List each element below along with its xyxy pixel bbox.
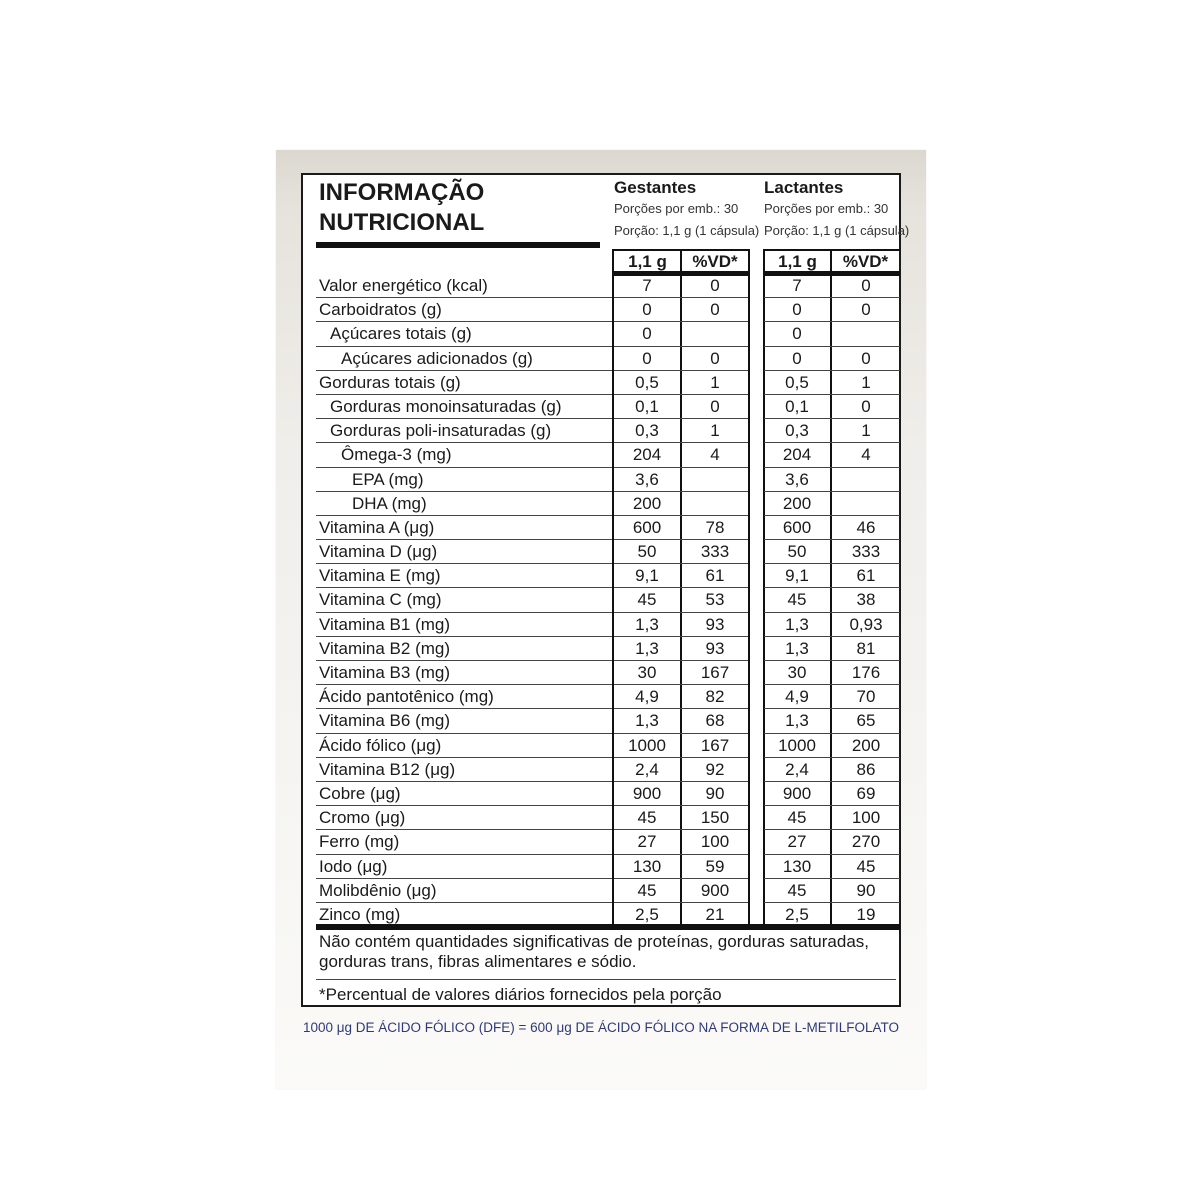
nutrient-row — [316, 298, 900, 322]
lactantes-amount-cell: 2,5 — [785, 904, 809, 924]
nutrient-row — [316, 661, 900, 685]
lactantes-amount-cell: 45 — [787, 880, 807, 900]
gestantes-amount-cell: 0,3 — [635, 421, 659, 441]
gestantes-amount-cell: 1,3 — [635, 711, 659, 731]
gestantes-amount-cell: 45 — [637, 808, 657, 828]
column-header-gestantes — [614, 178, 764, 242]
lactantes-vd-cell: 176 — [851, 663, 881, 682]
gestantes-amount-cell: 0,5 — [635, 372, 659, 392]
serving-size: Porção: 1,1 g (1 cápsula) — [614, 223, 760, 238]
lactantes-vd-cell: 0 — [861, 276, 871, 295]
nutrient-name: Vitamina C (mg) — [319, 590, 442, 610]
nutrient-name: Açúcares totais (g) — [330, 324, 472, 344]
title-divider — [316, 242, 600, 248]
label-title — [319, 178, 609, 238]
portions-per-package: Porções por emb.: 30 — [764, 201, 889, 216]
gestantes-vd-cell — [682, 322, 748, 346]
gestantes-amount-cell: 30 — [637, 663, 657, 682]
lactantes-vd-cell: 1 — [861, 421, 871, 441]
lactantes-vd-cell: 45 — [856, 856, 876, 876]
gestantes-amount-cell: 1,3 — [635, 614, 659, 634]
gestantes-vd-cell: 0 — [710, 300, 720, 320]
gestantes-vd-cell: 90 — [705, 783, 725, 803]
lactantes-vd-cell — [832, 322, 900, 346]
gestantes-amount-cell: 1,3 — [635, 638, 659, 658]
nutrient-row — [316, 758, 900, 782]
gestantes-amount-cell: 45 — [637, 880, 657, 900]
nutrient-name: Vitamina B6 (mg) — [319, 711, 451, 731]
gestantes-vd-header: %VD* — [681, 249, 749, 276]
nutrient-name: Cobre (μg) — [319, 783, 401, 803]
lactantes-vd-cell: 69 — [856, 783, 876, 803]
nutrient-name: Vitamina B3 (mg) — [319, 663, 451, 682]
gestantes-vd-cell: 150 — [700, 808, 730, 828]
gestantes-amount-cell: 0 — [642, 324, 652, 344]
lactantes-amount-cell: 0,3 — [785, 421, 809, 441]
label-notes — [319, 932, 889, 1005]
gestantes-amount-cell: 3,6 — [635, 469, 659, 489]
lactantes-amount-cell: 9,1 — [785, 566, 809, 586]
lactantes-amount-cell: 1,3 — [785, 711, 809, 731]
gestantes-vd-cell: 900 — [700, 880, 730, 900]
lactantes-amount-cell: 0 — [792, 300, 802, 320]
column-header-lactantes — [764, 178, 914, 242]
nutrient-name: Carboidratos (g) — [319, 300, 442, 320]
nutrient-name: EPA (mg) — [352, 469, 424, 489]
lactantes-vd-cell: 333 — [851, 542, 881, 562]
gestantes-vd-cell: 82 — [705, 687, 725, 707]
nutrient-row — [316, 709, 900, 733]
gestantes-amount-cell: 0 — [642, 348, 652, 368]
lactantes-vd-cell: 65 — [856, 711, 876, 731]
nutrient-name: Iodo (μg) — [319, 856, 388, 876]
nutrient-row — [316, 443, 900, 467]
gestantes-vd-cell: 0 — [710, 396, 720, 416]
nutrient-row — [316, 371, 900, 395]
gestantes-amount-cell: 130 — [632, 856, 662, 876]
gestantes-amount-cell: 600 — [632, 517, 662, 537]
not-significant-note: Não contém quantidades significativas de proteínas, gorduras saturadas, gorduras trans, fibras alimentares e sódio. — [319, 932, 869, 971]
serving-size: Porção: 1,1 g (1 cápsula) — [764, 223, 910, 238]
nutrient-row — [316, 734, 900, 758]
gestantes-amount-cell: 1000 — [628, 735, 666, 755]
lactantes-vd-cell — [832, 492, 900, 516]
gestantes-amount-cell: 200 — [632, 493, 662, 513]
gestantes-vd-cell: 100 — [700, 832, 730, 852]
nutrient-name: Vitamina E (mg) — [319, 566, 441, 586]
gestantes-amount-cell: 0,1 — [635, 396, 659, 416]
lactantes-amount-cell: 200 — [782, 493, 812, 513]
lactantes-amount-cell: 0 — [792, 324, 802, 344]
nutrient-name: Molibdênio (μg) — [319, 880, 437, 900]
nutrient-row — [316, 347, 900, 371]
nutrient-name: Vitamina B12 (μg) — [319, 759, 456, 779]
title-line-1: INFORMAÇÃO — [319, 179, 485, 206]
column-name: Lactantes — [764, 178, 844, 197]
gestantes-vd-cell: 68 — [705, 711, 725, 731]
gestantes-amount-header: 1,1 g — [614, 249, 681, 276]
nutrient-row — [316, 395, 900, 419]
lactantes-amount-cell: 3,6 — [785, 469, 809, 489]
nutrient-row — [316, 830, 900, 854]
lactantes-vd-cell: 70 — [856, 687, 876, 707]
gestantes-vd-cell: 4 — [710, 445, 720, 465]
nutrient-row — [316, 685, 900, 709]
nutrient-name: Açúcares adicionados (g) — [341, 348, 533, 368]
gestantes-amount-cell: 0 — [642, 300, 652, 320]
gestantes-vd-cell — [682, 492, 748, 516]
nutrient-name: Vitamina D (μg) — [319, 542, 438, 562]
nutrient-row — [316, 855, 900, 879]
lactantes-amount-cell: 1,3 — [785, 638, 809, 658]
lactantes-vd-cell — [832, 468, 900, 492]
lactantes-vd-cell: 19 — [856, 904, 876, 924]
lactantes-amount-cell: 1,3 — [785, 614, 809, 634]
nutrient-name: Gorduras poli-insaturadas (g) — [330, 421, 552, 441]
gestantes-amount-cell: 900 — [632, 783, 662, 803]
gestantes-vd-cell: 61 — [705, 566, 725, 586]
lactantes-amount-cell: 130 — [782, 856, 812, 876]
nutrient-name: Vitamina B1 (mg) — [319, 614, 451, 634]
nutrient-name: Gorduras totais (g) — [319, 372, 461, 392]
nutrient-row — [316, 468, 900, 492]
gestantes-amount-cell: 204 — [632, 445, 662, 465]
lactantes-vd-cell: 270 — [851, 832, 881, 852]
gestantes-amount-cell: 7 — [642, 276, 652, 295]
nutrient-name: Vitamina A (μg) — [319, 517, 435, 537]
table-bottom-divider — [316, 924, 900, 930]
lactantes-vd-cell: 90 — [856, 880, 876, 900]
gestantes-amount-cell: 2,4 — [635, 759, 659, 779]
vd-footnote: *Percentual de valores diários fornecidos pela porção — [319, 985, 722, 1004]
lactantes-amount-cell: 30 — [787, 663, 807, 682]
lactantes-amount-cell: 1000 — [778, 735, 816, 755]
gestantes-vd-cell: 167 — [700, 663, 730, 682]
notes-divider — [316, 979, 896, 980]
lactantes-vd-cell: 0 — [861, 348, 871, 368]
nutrient-row — [316, 564, 900, 588]
lactantes-vd-cell: 81 — [856, 638, 876, 658]
lactantes-vd-cell: 0 — [861, 300, 871, 320]
lactantes-vd-cell: 0,93 — [849, 614, 883, 634]
nutrient-row — [316, 516, 900, 540]
nutrient-name: Cromo (μg) — [319, 808, 406, 828]
lactantes-amount-cell: 7 — [792, 276, 802, 295]
nutrient-row — [316, 879, 900, 903]
gestantes-vd-cell: 93 — [705, 638, 725, 658]
nutrient-name: Ômega-3 (mg) — [341, 445, 452, 465]
nutrient-row — [316, 806, 900, 830]
nutrient-row — [316, 492, 900, 516]
lactantes-amount-cell: 0,5 — [785, 372, 809, 392]
lactantes-amount-cell: 50 — [787, 542, 807, 562]
nutrient-name: Zinco (mg) — [319, 904, 401, 924]
lactantes-vd-cell: 46 — [856, 517, 876, 537]
gestantes-amount-cell: 27 — [637, 832, 657, 852]
gestantes-vd-cell: 78 — [705, 517, 725, 537]
nutrient-name: Vitamina B2 (mg) — [319, 638, 451, 658]
nutrient-name: Ácido fólico (μg) — [319, 735, 442, 755]
title-line-2: NUTRICIONAL — [319, 209, 485, 236]
nutrient-row — [316, 274, 900, 298]
lactantes-amount-cell: 600 — [782, 517, 812, 537]
column-name: Gestantes — [614, 178, 697, 197]
nutrient-name: Valor energético (kcal) — [319, 276, 488, 295]
gestantes-vd-cell: 59 — [705, 856, 725, 876]
lactantes-vd-cell: 100 — [851, 808, 881, 828]
lactantes-amount-cell: 4,9 — [785, 687, 809, 707]
lactantes-amount-cell: 27 — [787, 832, 807, 852]
gestantes-vd-cell: 333 — [700, 542, 730, 562]
lactantes-amount-cell: 45 — [787, 590, 807, 610]
nutrient-row — [316, 782, 900, 806]
nutrient-name: DHA (mg) — [352, 493, 427, 513]
gestantes-amount-cell: 50 — [637, 542, 657, 562]
gestantes-vd-cell: 1 — [710, 421, 720, 441]
nutrient-table — [316, 274, 900, 927]
lactantes-vd-cell: 61 — [856, 566, 876, 586]
nutrient-row — [316, 637, 900, 661]
gestantes-vd-cell: 0 — [710, 276, 720, 295]
lactantes-vd-cell: 200 — [851, 735, 881, 755]
lactantes-vd-cell: 1 — [861, 372, 871, 392]
nutrient-name: Ferro (mg) — [319, 832, 400, 852]
lactantes-vd-header: %VD* — [831, 249, 900, 276]
folic-acid-footnote: 1000 μg DE ÁCIDO FÓLICO (DFE) = 600 μg DE ÁCIDO FÓLICO NA FORMA DE L-METILFOLATO — [302, 1020, 900, 1035]
nutrient-row — [316, 588, 900, 612]
gestantes-vd-cell: 21 — [705, 904, 725, 924]
nutrient-row — [316, 322, 900, 346]
lactantes-amount-cell: 0 — [792, 348, 802, 368]
gestantes-vd-cell — [682, 468, 748, 492]
nutrient-row — [316, 540, 900, 564]
lactantes-vd-cell: 86 — [856, 759, 876, 779]
gestantes-amount-cell: 9,1 — [635, 566, 659, 586]
gestantes-vd-cell: 1 — [710, 372, 720, 392]
nutrient-name: Gorduras monoinsaturadas (g) — [330, 396, 562, 416]
nutrient-row — [316, 419, 900, 443]
gestantes-vd-cell: 167 — [700, 735, 730, 755]
portions-per-package: Porções por emb.: 30 — [614, 201, 739, 216]
nutrient-row — [316, 613, 900, 637]
lactantes-amount-cell: 45 — [787, 808, 807, 828]
lactantes-vd-cell: 4 — [861, 445, 871, 465]
gestantes-vd-cell: 93 — [705, 614, 725, 634]
lactantes-vd-cell: 0 — [861, 396, 871, 416]
nutrient-name: Ácido pantotênico (mg) — [319, 687, 494, 707]
gestantes-vd-cell: 92 — [705, 759, 725, 779]
lactantes-vd-cell: 38 — [856, 590, 876, 610]
lactantes-amount-header: 1,1 g — [764, 249, 831, 276]
lactantes-amount-cell: 900 — [782, 783, 812, 803]
gestantes-vd-cell: 0 — [710, 348, 720, 368]
gestantes-amount-cell: 45 — [637, 590, 657, 610]
lactantes-amount-cell: 0,1 — [785, 396, 809, 416]
lactantes-amount-cell: 204 — [782, 445, 812, 465]
gestantes-amount-cell: 2,5 — [635, 904, 659, 924]
gestantes-amount-cell: 4,9 — [635, 687, 659, 707]
gestantes-vd-cell: 53 — [705, 590, 725, 610]
lactantes-amount-cell: 2,4 — [785, 759, 809, 779]
